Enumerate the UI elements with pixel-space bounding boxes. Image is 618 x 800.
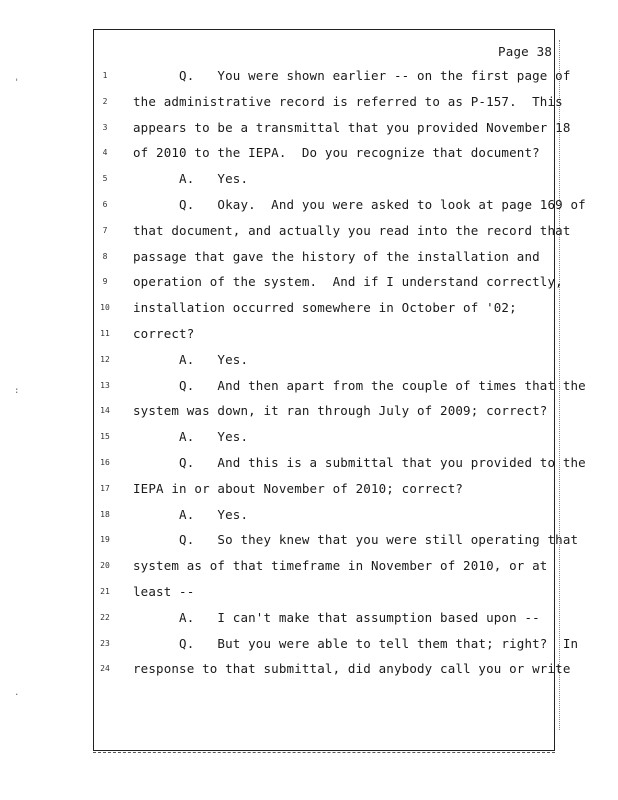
transcript-line: that document, and actually you read into the record that: [133, 222, 571, 238]
line-number: 13: [100, 380, 110, 390]
transcript-line: Q. And then apart from the couple of times that the: [133, 377, 586, 393]
transcript-line: system was down, it ran through July of 2009; correct?: [133, 403, 548, 419]
margin-mark: :: [14, 386, 20, 396]
transcript-line: operation of the system. And if I understand correctly,: [133, 274, 563, 290]
line-number: 19: [100, 535, 110, 545]
transcript-line: Q. Okay. And you were asked to look at page 169 of: [133, 197, 586, 212]
line-number: 10: [100, 303, 110, 313]
transcript-line: passage that gave the history of the installation and: [133, 248, 540, 264]
transcript-line: A. Yes.: [133, 171, 249, 187]
line-number: 14: [100, 406, 110, 416]
transcript-line: A. Yes.: [133, 351, 249, 367]
line-number: 23: [100, 638, 110, 648]
transcript-line: least --: [133, 584, 195, 599]
line-number: 8: [102, 251, 108, 261]
line-number: 6: [102, 200, 108, 209]
transcript-line: A. Yes.: [133, 429, 249, 445]
line-number: 21: [100, 587, 110, 596]
line-number: 22: [100, 612, 110, 622]
line-number: 15: [100, 432, 110, 442]
line-number: 5: [102, 174, 108, 184]
transcript-line: Q. And this is a submittal that you provided to the: [133, 455, 586, 470]
transcript-line: IEPA in or about November of 2010; correct?: [133, 480, 464, 496]
line-number: 24: [100, 664, 110, 674]
line-number: 18: [100, 509, 110, 519]
line-number: 16: [100, 458, 110, 467]
line-number: 4: [102, 148, 108, 158]
transcript-line: correct?: [133, 326, 195, 341]
transcript-line: A. I can't make that assumption based upon --: [133, 609, 540, 625]
line-number: 1: [102, 71, 108, 80]
line-number: 17: [100, 483, 110, 493]
page-number: Page 38: [498, 44, 553, 59]
line-number: 11: [100, 329, 110, 338]
transcript-line: response to that submittal, did anybody call you or write: [133, 661, 571, 677]
line-number: 3: [102, 122, 108, 132]
margin-mark: .: [14, 688, 20, 698]
transcript-line: the administrative record is referred to as P-157. This: [133, 93, 563, 109]
transcript-line: Q. You were shown earlier -- on the first page of: [133, 68, 571, 83]
transcript-line: Q. But you were able to tell them that; right? In: [133, 635, 579, 651]
page-bottom-edge: [93, 752, 555, 759]
margin-mark: ': [14, 78, 20, 88]
line-number: 12: [100, 354, 110, 364]
transcript-line: Q. So they knew that you were still operating that: [133, 532, 579, 548]
transcript-line: of 2010 to the IEPA. Do you recognize that document?: [133, 145, 540, 161]
line-number: 7: [102, 225, 108, 235]
line-number: 9: [102, 277, 108, 287]
transcript-line: A. Yes.: [133, 506, 249, 522]
transcript-line: system as of that timeframe in November of 2010, or at: [133, 558, 548, 574]
transcript-line: installation occurred somewhere in October of '02;: [133, 300, 517, 316]
line-number: 20: [100, 561, 110, 571]
line-number: 2: [102, 96, 108, 106]
transcript-line: appears to be a transmittal that you provided November 18: [133, 119, 571, 135]
